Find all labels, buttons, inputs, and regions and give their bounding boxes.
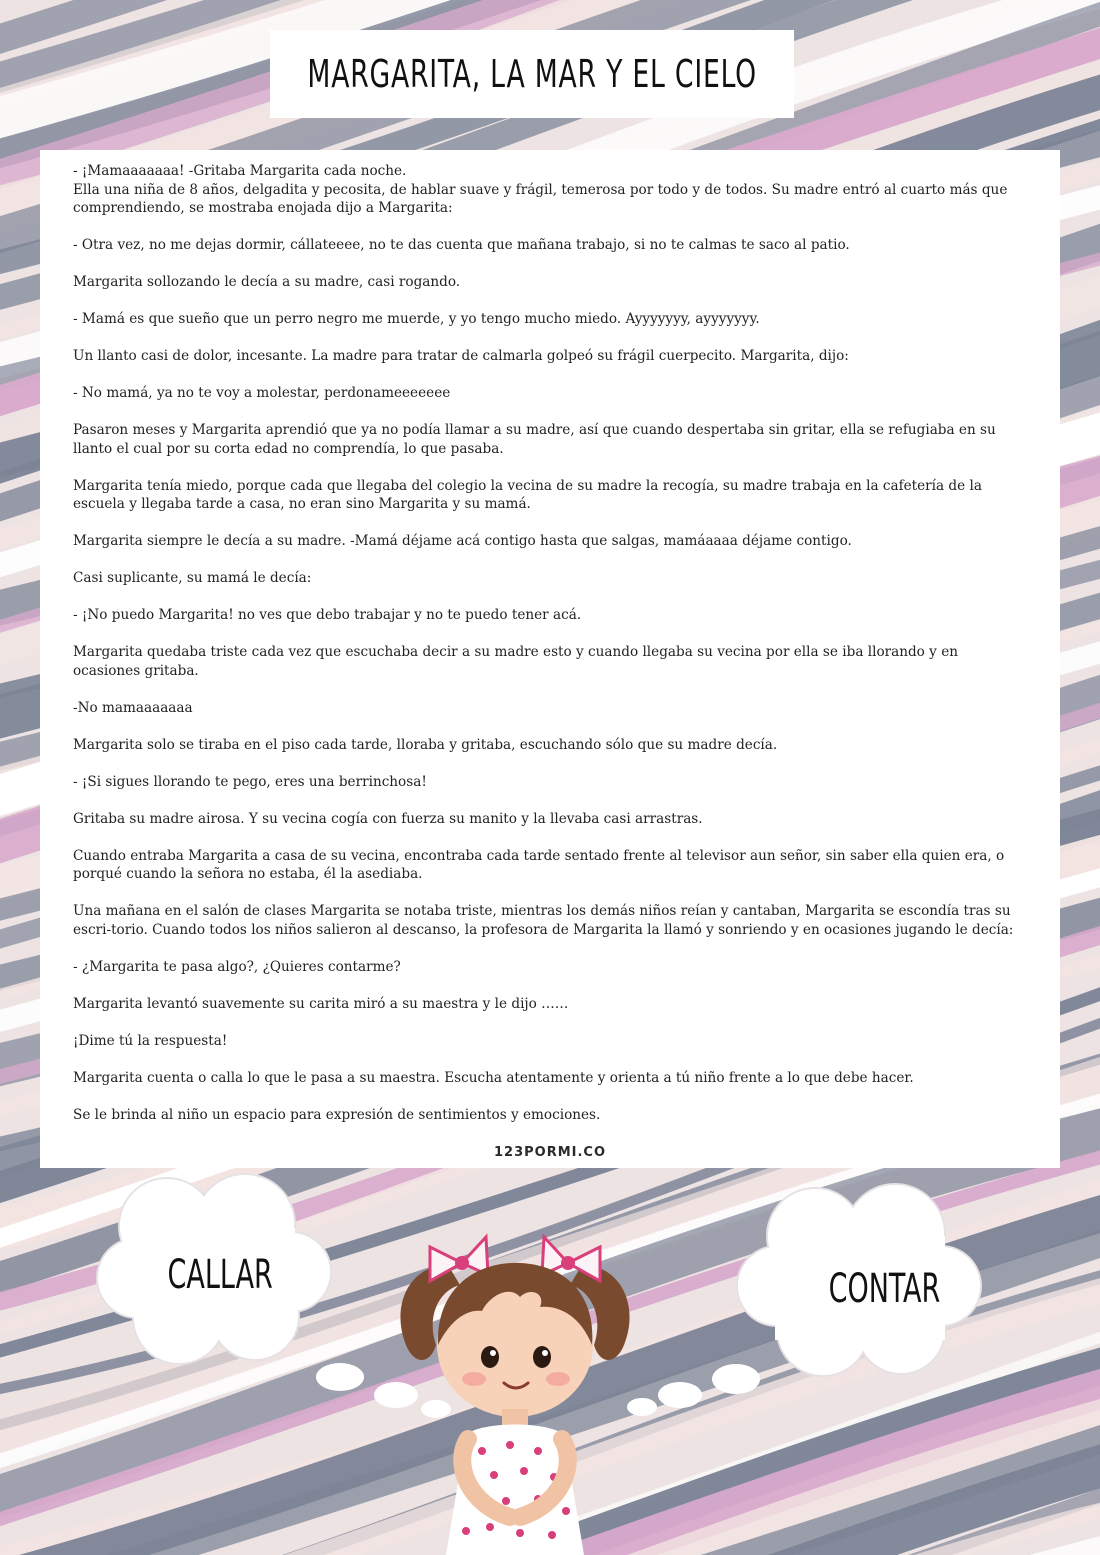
story-panel	[40, 150, 1060, 1168]
paragraph-gap	[73, 255, 1028, 274]
story-paragraph: -No mamaaaaaaa	[73, 699, 193, 716]
story-paragraph: Margarita solo se tiraba en el piso cada tarde, lloraba y gritaba, escuchando sólo que su madre decía.	[73, 736, 778, 753]
story-paragraph: - ¡Mamaaaaaaa! -Gritaba Margarita cada noche.	[73, 163, 407, 179]
paragraph-gap	[73, 754, 1028, 773]
paragraph-gap	[73, 588, 1028, 607]
story-body	[73, 162, 1028, 1124]
paragraph-gap	[73, 976, 1028, 995]
paragraph-gap	[73, 1087, 1028, 1106]
story-paragraph: Margarita siempre le decía a su madre. -Mamá déjame acá contigo hasta que salgas, mamáaaaa déjame contigo.	[73, 533, 852, 549]
paragraph-gap	[73, 828, 1028, 847]
story-paragraph: Margarita cuenta o calla lo que le pasa a su maestra. Escucha atentamente y orienta a tú niño frente a lo que debe hacer.	[73, 1069, 914, 1086]
paragraph-gap	[73, 403, 1028, 422]
site-brand: 123PORMI.CO	[493, 1145, 607, 1160]
paragraph-gap	[73, 939, 1028, 958]
paragraph-gap	[73, 458, 1028, 477]
paragraph-gap	[73, 551, 1028, 570]
paragraph-gap	[73, 329, 1028, 348]
story-title: MARGARITA, LA MAR Y EL CIELO	[307, 52, 757, 96]
story-paragraph: Un llanto casi de dolor, incesante. La madre para tratar de calmarla golpeó su frágil cuerpecito. Margarita, dijo:	[73, 348, 849, 364]
paragraph-gap	[73, 1050, 1028, 1069]
story-paragraph: Ella una niña de 8 años, delgadita y pecosita, de hablar suave y frágil, temerosa por todo y de todos. Su madre entró al cuarto más que comprendiendo, se mostraba enojada dijo a Margarita:	[73, 181, 1008, 216]
story-paragraph: Margarita tenía miedo, porque cada que llegaba del colegio la vecina de su madre la recogía, su madre trabaja en la cafetería de la escuela y llegaba tarde a casa, no eran sino Margarita y su mamá.	[73, 477, 982, 512]
paragraph-gap	[73, 366, 1028, 385]
story-paragraph: Una mañana en el salón de clases Margarita se notaba triste, mientras los demás niños reían y cantaban, Margarita se escondía tras su escri-torio. Cuando todos los niños salieron al descanso, la profesora de Margarita la llamó y sonriendo y en ocasiones jugando le decía:	[73, 903, 1014, 938]
paragraph-gap	[73, 292, 1028, 311]
story-paragraph: - ¿Margarita te pasa algo?, ¿Quieres contarme?	[73, 958, 401, 975]
story-paragraph: - Otra vez, no me dejas dormir, cállateeee, no te das cuenta que mañana trabajo, si no te calmas te saco al patio.	[73, 237, 850, 253]
story-paragraph: Pasaron meses y Margarita aprendió que ya no podía llamar a su madre, así que cuando despertaba sin gritar, ella se refugiaba en su llanto el cual por su corta edad no comprendía, lo que pasaba.	[73, 422, 996, 457]
story-paragraph: Margarita quedaba triste cada vez que escuchaba decir a su madre esto y cuando llegaba su vecina por ella se iba llorando y en ocasiones gritaba.	[73, 644, 958, 679]
paragraph-gap	[73, 625, 1028, 644]
paragraph-gap	[73, 680, 1028, 699]
contar-label: CONTAR	[828, 1266, 941, 1312]
paragraph-gap	[73, 218, 1028, 237]
story-paragraph: - No mamá, ya no te voy a molestar, perdonameeeeeee	[73, 385, 451, 401]
story-paragraph: - Mamá es que sueño que un perro negro me muerde, y yo tengo mucho miedo. Ayyyyyyy, ayyyyyyy.	[73, 311, 760, 327]
story-paragraph: Casi suplicante, su mamá le decía:	[73, 570, 312, 586]
girl-illustration	[370, 1195, 660, 1555]
paragraph-gap	[73, 884, 1028, 903]
paragraph-gap	[73, 791, 1028, 810]
paragraph-gap	[73, 514, 1028, 533]
story-paragraph: Margarita levantó suavemente su carita miró a su maestra y le dijo ……	[73, 995, 569, 1012]
story-paragraph: - ¡No puedo Margarita! no ves que debo trabajar y no te puedo tener acá.	[73, 607, 582, 623]
story-paragraph: - ¡Si sigues llorando te pego, eres una berrinchosa!	[73, 773, 427, 790]
story-paragraph: Se le brinda al niño un espacio para expresión de sentimientos y emociones.	[73, 1106, 601, 1123]
story-paragraph: Margarita sollozando le decía a su madre, casi rogando.	[73, 274, 461, 290]
story-paragraph: ¡Dime tú la respuesta!	[73, 1032, 228, 1049]
callar-label: CALLAR	[167, 1252, 273, 1298]
story-paragraph: Gritaba su madre airosa. Y su vecina cogía con fuerza su manito y la llevaba casi arrastras.	[73, 810, 703, 827]
story-paragraph: Cuando entraba Margarita a casa de su vecina, encontraba cada tarde sentado frente al televisor aun señor, sin saber ella quien era, o porqué cuando la señora no estaba, él la asediaba.	[73, 847, 1005, 882]
title-box	[270, 30, 794, 118]
paragraph-gap	[73, 1013, 1028, 1032]
paragraph-gap	[73, 717, 1028, 736]
